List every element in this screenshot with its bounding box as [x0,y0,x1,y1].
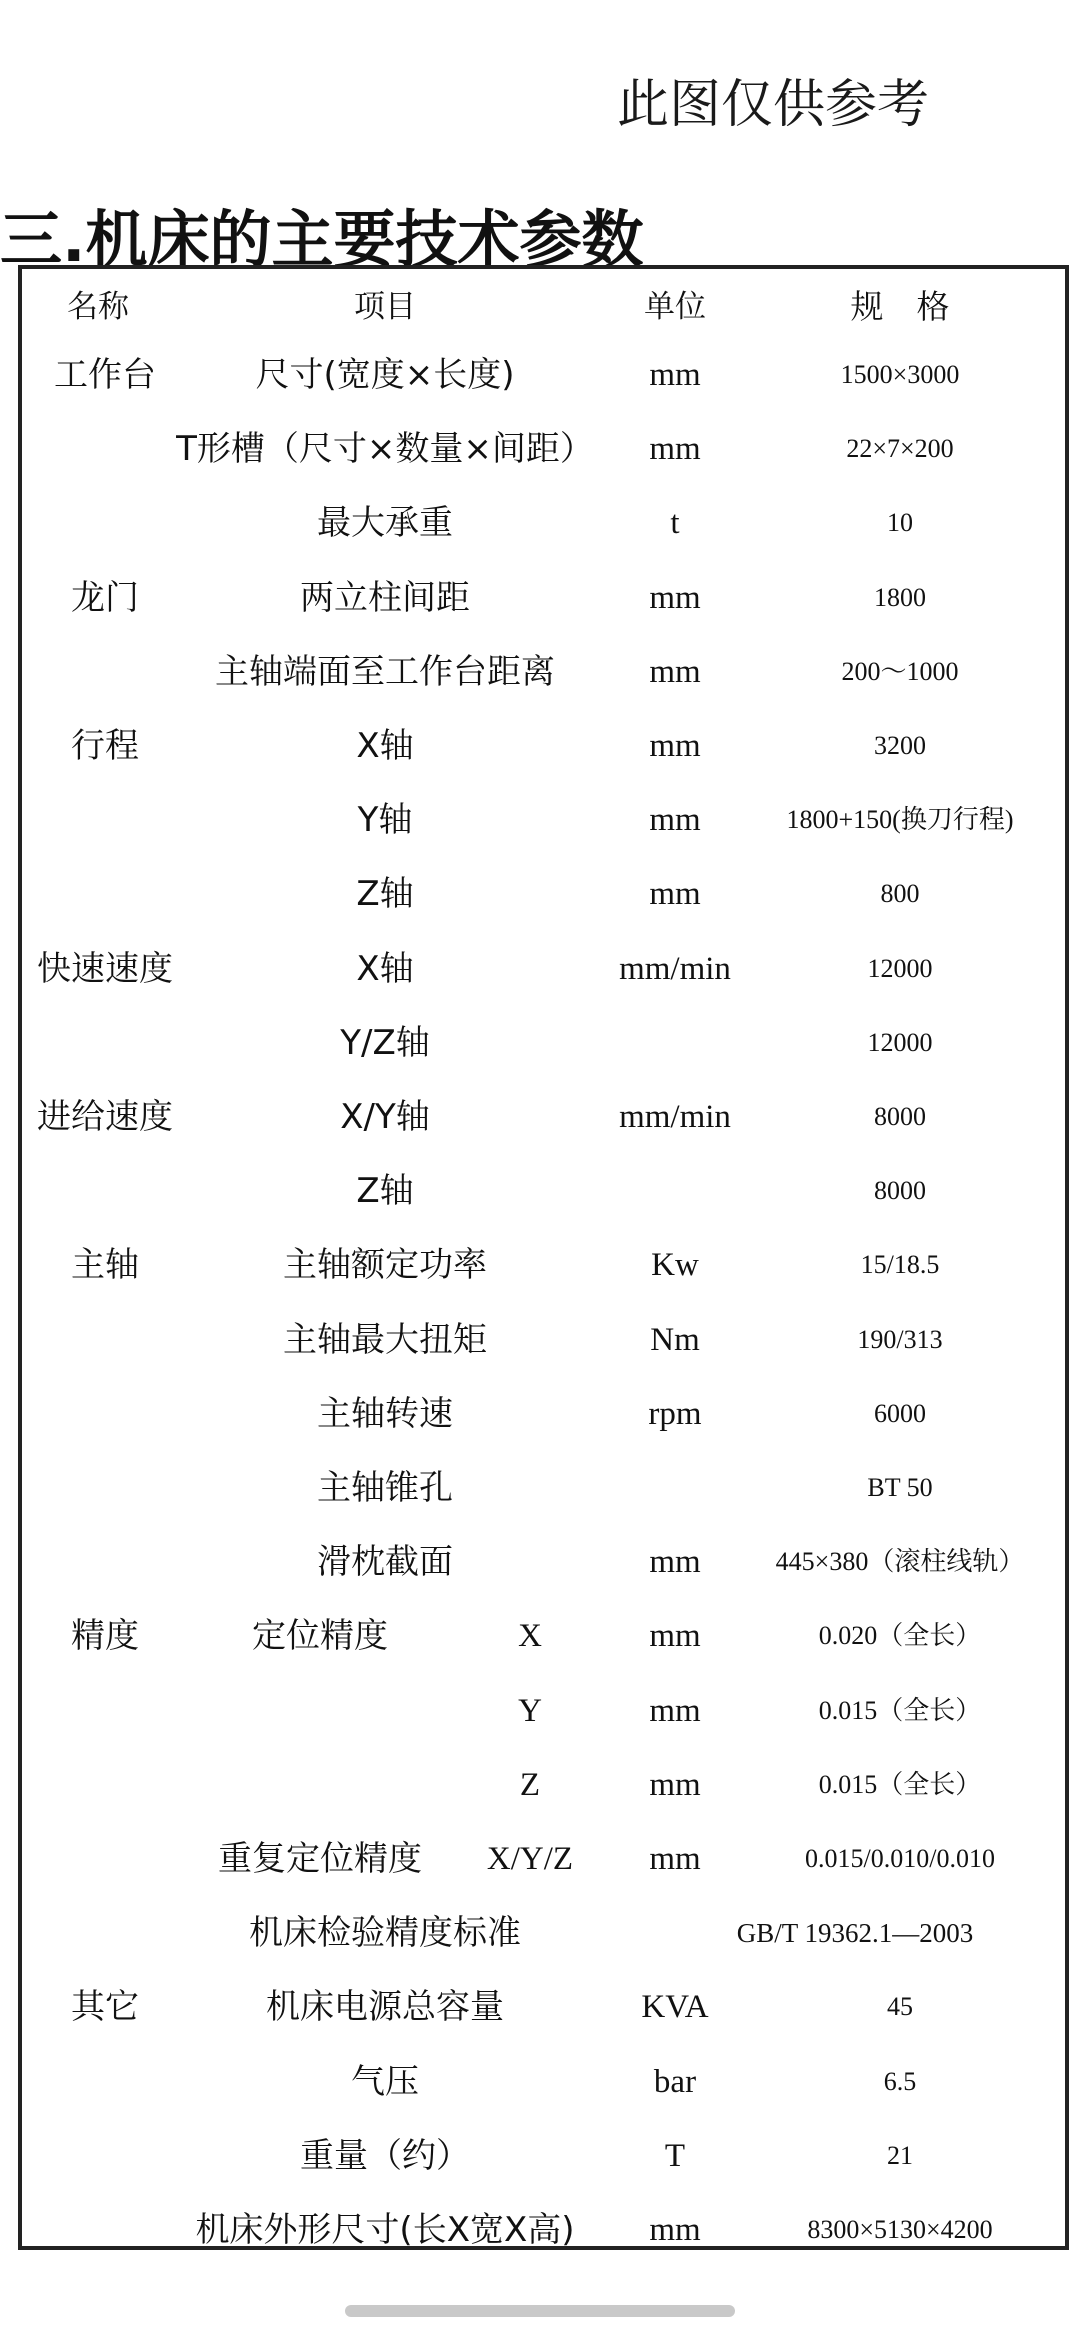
row-spec: 800 [880,879,920,908]
row-unit: bar [653,2064,697,2100]
table-row [0,1903,1080,1963]
row-item: 机床检验精度标准 [249,1913,521,1953]
row-unit: mm [649,431,701,467]
table-row [0,1087,1080,1147]
row-category [30,1681,180,1741]
row-item: 机床外形尺寸(长X宽X高) [195,2210,575,2250]
row-unit: Nm [650,1322,700,1358]
row-spec: 1500×3000 [840,360,960,389]
table-row [0,493,1080,553]
row-item: 主轴转速 [317,1394,453,1434]
row-unit: mm [649,876,701,912]
row-item: 机床电源总容量 [266,1987,504,2027]
row-item: 最大承重 [317,503,453,543]
row-item: 重量（约） [300,2136,470,2176]
row-unit: mm [649,1618,701,1654]
row-spec: 0.015/0.010/0.010 [805,1844,995,1873]
row-spec: 1800+150(换刀行程) [786,805,1014,834]
row-item: Z轴 [356,874,414,914]
row-spec: 21 [887,2141,913,2170]
row-item: 尺寸(宽度×长度) [255,355,515,395]
row-category [30,1310,180,1370]
row-spec: 1800 [874,583,926,612]
row-item: 滑枕截面 [317,1542,453,1582]
table-row [0,1458,1080,1518]
row-spec: 45 [887,1992,913,2021]
row-spec: 6.5 [883,2067,917,2096]
table-row [0,1310,1080,1370]
row-category: 工作台 [54,355,156,395]
row-category [30,1013,180,1073]
row-category [30,1161,180,1221]
row-category [30,1458,180,1518]
row-spec: 0.015（全长） [818,1770,982,1799]
row-spec: 3200 [874,731,926,760]
row-spec: 8000 [874,1102,926,1131]
row-category [30,419,180,479]
row-spec: 15/18.5 [860,1250,940,1279]
row-category: 龙门 [71,578,139,618]
header-name: 名称 [67,289,129,325]
row-category: 快速速度 [37,949,173,989]
row-spec: 8000 [874,1176,926,1205]
row-category [30,493,180,553]
row-item: 主轴锥孔 [317,1468,453,1508]
row-unit: mm [649,580,701,616]
table-row [0,1161,1080,1221]
row-unit: mm/min [619,951,731,987]
row-unit: mm [649,357,701,393]
row-item: 主轴额定功率 [283,1245,487,1285]
row-category [30,790,180,850]
table-row [0,1681,1080,1741]
row-category [30,2052,180,2112]
table-row [0,790,1080,850]
row-category: 进给速度 [37,1097,173,1137]
table-row [0,864,1080,924]
row-category [30,2200,180,2260]
table-row [0,568,1080,628]
row-category: 精度 [71,1616,139,1656]
row-spec: 10 [887,508,913,537]
header-item: 项目 [354,289,416,325]
row-item: T形槽（尺寸×数量×间距） [176,429,594,469]
row-spec: 200～1000 [841,657,959,686]
row-unit: mm [649,1841,701,1877]
row-unit [590,1458,760,1518]
row-item: X轴 [356,726,414,766]
row-spec: 12000 [867,1028,933,1057]
row-item: 气压 [351,2062,419,2102]
row-category [30,2126,180,2186]
table-row [0,345,1080,405]
row-axis: X/Y/Z [486,1841,574,1877]
table-row [0,1755,1080,1815]
home-indicator [345,2305,735,2317]
row-item: Z轴 [356,1171,414,1211]
section-title: 三.机床的主要技术参数 [0,203,644,276]
row-unit: T [664,2138,686,2174]
row-unit: mm [649,1544,701,1580]
row-category [30,1755,180,1815]
row-category: 主轴 [71,1245,139,1285]
table-row [0,2200,1080,2260]
row-item [165,1681,475,1741]
table-row [0,716,1080,776]
row-item [165,1755,475,1815]
table-row [0,2126,1080,2186]
row-category: 行程 [71,726,139,766]
header-spec: 规 格 [850,287,950,326]
row-item: Y/Z轴 [340,1023,430,1063]
row-unit: KVA [641,1989,709,2025]
row-unit: mm/min [619,1099,731,1135]
row-spec: 445×380（滚柱线轨） [775,1547,1025,1576]
row-item: X/Y轴 [340,1097,430,1137]
row-spec: 0.015（全长） [818,1696,982,1725]
row-category [30,1829,180,1889]
row-item: X轴 [356,949,414,989]
table-row [0,1977,1080,2037]
table-row [0,1532,1080,1592]
row-unit: mm [649,654,701,690]
row-spec: 190/313 [857,1325,943,1354]
row-unit: mm [649,2212,701,2248]
row-standard: GB/T 19362.1—2003 [736,1918,974,1948]
table-row [0,642,1080,702]
row-category: 其它 [71,1987,139,2027]
table-row [0,1235,1080,1295]
header-unit: 单位 [644,289,706,325]
row-item: 主轴最大扭矩 [283,1320,487,1360]
table-row [0,939,1080,999]
row-spec: 22×7×200 [846,434,954,463]
row-item: 主轴端面至工作台距离 [215,652,555,692]
row-axis: X [518,1618,542,1654]
row-spec: 8300×5130×4200 [807,2215,993,2244]
row-unit: rpm [648,1396,702,1432]
table-header-row [0,277,1080,337]
reference-note: 此图仅供参考 [617,75,930,135]
row-spec: 6000 [874,1399,926,1428]
row-unit: mm [649,802,701,838]
row-item: 两立柱间距 [300,578,470,618]
row-unit: mm [649,1693,701,1729]
table-row [0,1384,1080,1444]
row-unit [590,1161,760,1221]
row-axis: Z [519,1767,541,1803]
row-axis: Y [518,1693,542,1729]
row-spec: 0.020（全长） [818,1621,982,1650]
row-spec: 12000 [867,954,933,983]
row-category [30,864,180,924]
row-category [30,1903,180,1963]
row-category [30,642,180,702]
row-unit: mm [649,1767,701,1803]
row-item: 重复定位精度 [218,1839,422,1879]
row-unit: mm [649,728,701,764]
table-row [0,1606,1080,1666]
row-unit: Kw [651,1247,699,1283]
row-unit [590,1013,760,1073]
table-row [0,1829,1080,1889]
row-category [30,1384,180,1444]
row-unit: t [670,505,680,541]
row-category [30,1532,180,1592]
row-item: 定位精度 [252,1616,388,1656]
table-row [0,2052,1080,2112]
table-row [0,419,1080,479]
row-spec: BT 50 [867,1473,933,1502]
table-row [0,1013,1080,1073]
row-item: Y轴 [357,800,413,840]
